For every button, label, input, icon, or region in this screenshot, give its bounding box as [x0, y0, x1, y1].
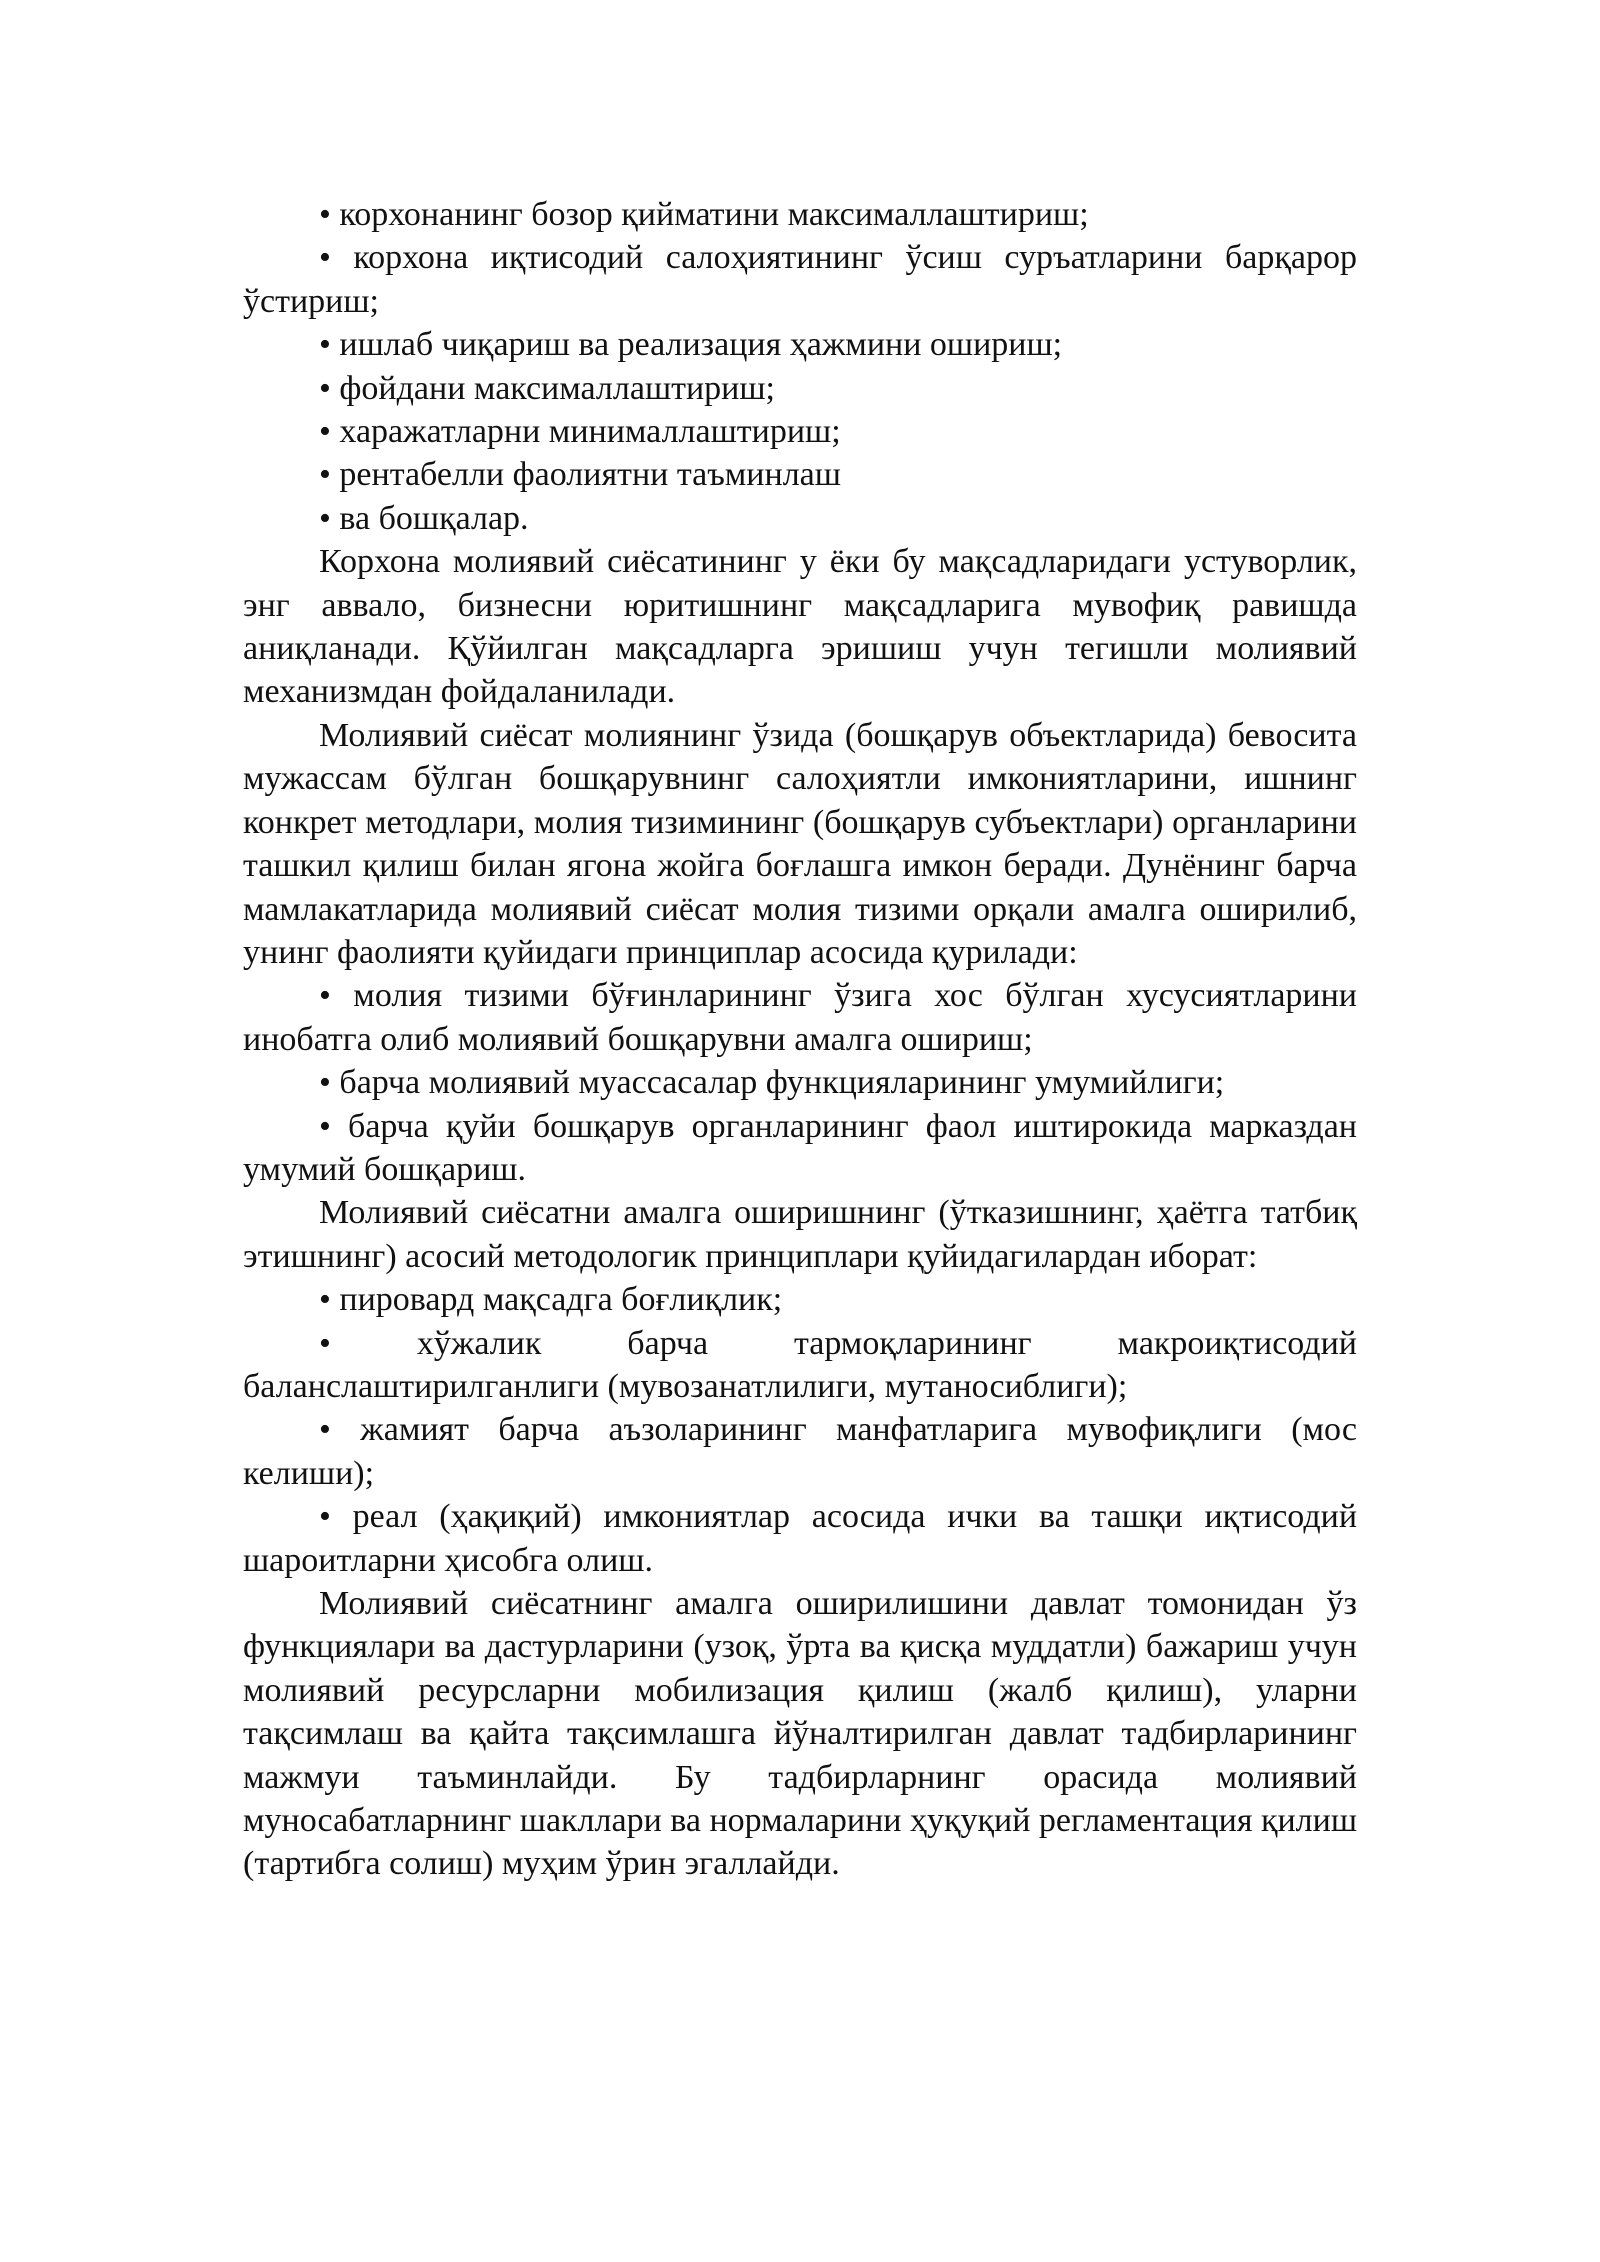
bullet-item: • ва бошқалар. [243, 497, 1357, 540]
bullet-item: • фойдани максималлаштириш; [243, 367, 1357, 410]
bullet-item: • корхона иқтисодий салоҳиятининг ўсиш суръатларини барқарор ўстириш; [243, 236, 1357, 323]
bullet-item: • корхонанинг бозор қийматини максималлаштириш; [243, 193, 1357, 236]
bullet-item: • рентабелли фаолиятни таъминлаш [243, 453, 1357, 496]
bullet-item: • ишлаб чиқариш ва реализация ҳажмини ошириш; [243, 323, 1357, 366]
bullet-item: • харажатларни минималлаштириш; [243, 410, 1357, 453]
body-paragraph: Корхона молиявий сиёсатининг у ёки бу мақсадларидаги устуворлик, энг аввало, бизнесни юритишнинг мақсадларига мувофиқ равишда аниқланади. Қўйилган мақсадларга эришиш учун тегишли молиявий механизмдан фойдаланилади. [243, 543, 1357, 711]
body-paragraph: Молиявий сиёсат молиянинг ўзида (бошқарув объектларида) бевосита мужассам бўлган бошқарувнинг салоҳиятли имкониятларини, ишнинг конкрет методлари, молия тизимининг (бошқарув субъектлари) органларини ташкил қилиш билан ягона жойга боғлашга имкон беради. Дунёнинг барча мамлакатларида молиявий сиёсат молия тизими орқали амалга оширилиб, унинг фаолияти қуйидаги принциплар асосида қурилади: [243, 716, 1357, 971]
bullet-item: • реал (ҳақиқий) имкониятлар асосида ички ва ташқи иқтисодий шароитларни ҳисобга олиш. [243, 1495, 1357, 1582]
bullet-item: • пировард мақсадга боғлиқлик; [243, 1278, 1357, 1321]
body-paragraph: Молиявий сиёсатнинг амалга оширилишини давлат томонидан ўз функциялари ва дастурларини (узоқ, ўрта ва қисқа муддатли) бажариш учун молиявий ресурсларни мобилизация қилиш (жалб қилиш), уларни тақсимлаш ва қайта тақсимлашга йўналтирилган давлат тадбирларининг мажмуи таъминлайди. Бу тадбирларнинг орасида молиявий муносабатларнинг шакллари ва нормаларини ҳуқуқий регламентация қилиш (тартибга солиш) муҳим ўрин эгаллайди. [243, 1585, 1358, 1883]
body-paragraph: Молиявий сиёсатни амалга оширишнинг (ўтказишнинг, ҳаётга татбиқ этишнинг) асосий методологик принциплари қуйидагилардан иборат: [243, 1194, 1357, 1275]
document-page [243, 193, 1357, 1886]
bullet-item: • хўжалик барча тармоқларининг макроиқтисодий баланслаштирилганлиги (мувозанатлилиги, мутаносиблиги); [243, 1322, 1357, 1409]
bullet-item: • жамият барча аъзоларининг манфатларига мувофиқлиги (мос келиши); [243, 1408, 1357, 1495]
bullet-item: • молия тизими бўғинларининг ўзига хос бўлган хусусиятларини инобатга олиб молиявий бошқарувни амалга ошириш; [243, 974, 1357, 1061]
bullet-item: • барча молиявий муассасалар функцияларининг умумийлиги; [243, 1061, 1357, 1104]
bullet-item: • барча қуйи бошқарув органларининг фаол иштирокида марказдан умумий бошқариш. [243, 1105, 1357, 1192]
